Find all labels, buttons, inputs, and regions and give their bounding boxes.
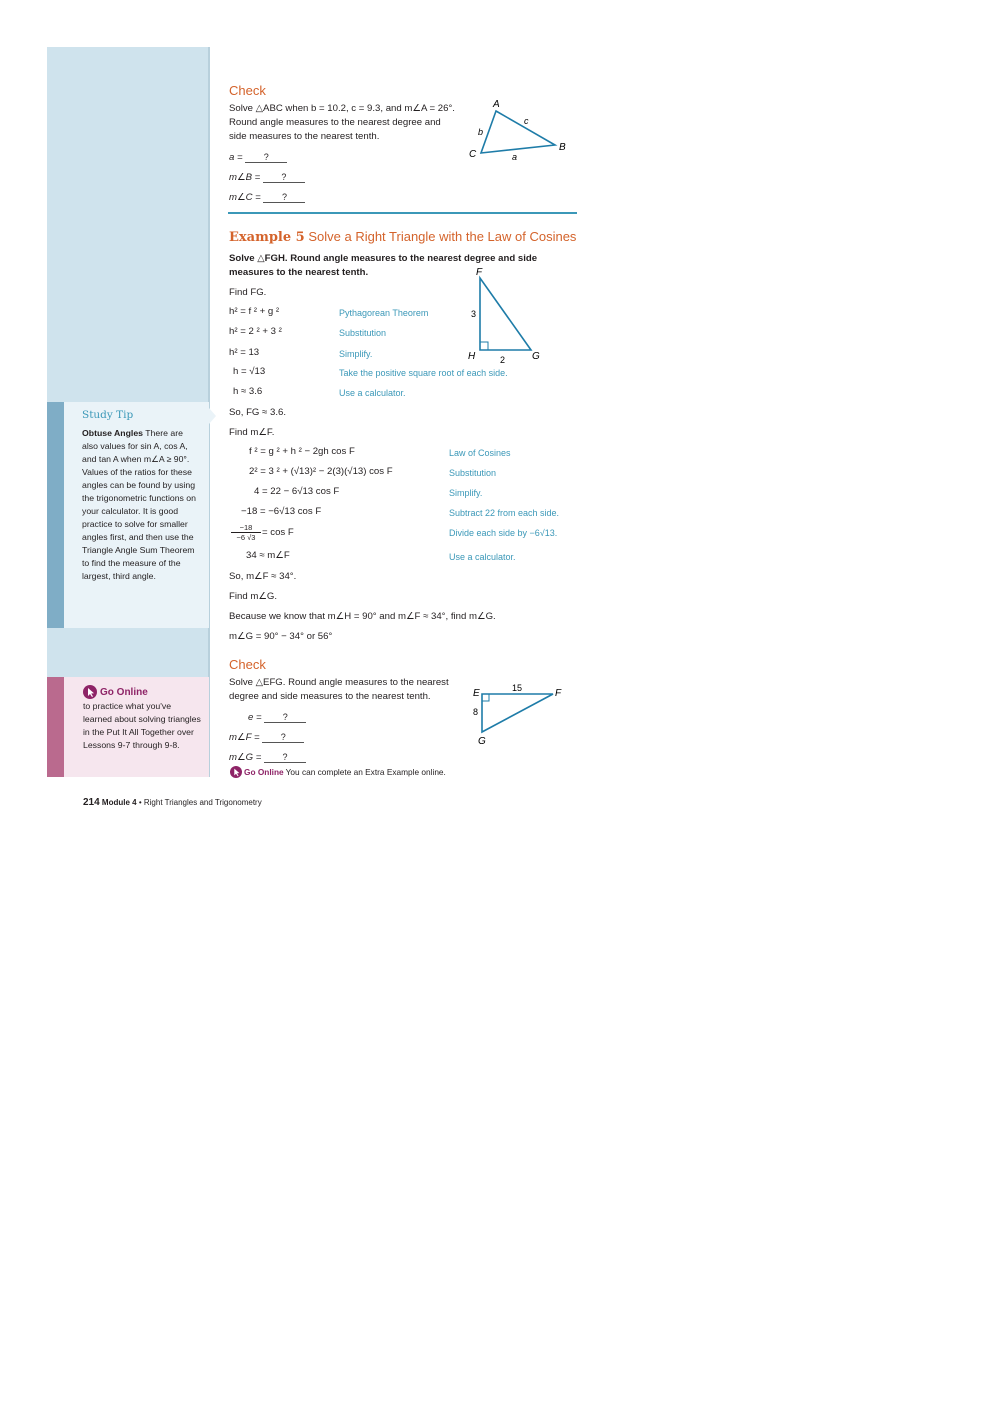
step-reason: Pythagorean Theorem bbox=[339, 308, 429, 318]
step-reason: Divide each side by −6√13. bbox=[449, 528, 558, 538]
check1-prompt-2: Round angle measures to the nearest degree and bbox=[229, 117, 441, 128]
so-angle-f: So, m∠F ≈ 34°. bbox=[229, 571, 297, 582]
triangle-efg-diagram bbox=[470, 680, 570, 750]
section-divider bbox=[228, 212, 577, 214]
study-tip-title: Study Tip bbox=[82, 409, 134, 421]
angle-g-result: m∠G = 90° − 34° or 56° bbox=[229, 631, 333, 642]
step-reason: Substitution bbox=[449, 468, 497, 478]
equation-step: 2² = 3 ² + (√13)² − 2(3)(√13) cos F bbox=[249, 466, 393, 477]
example-prompt-1: Solve △FGH. Round angle measures to the nearest degree and side bbox=[229, 253, 538, 264]
page-number: 214 bbox=[83, 797, 100, 808]
answer-label: e = bbox=[248, 712, 262, 723]
step-reason: Simplify. bbox=[339, 349, 373, 359]
answer-angle-c bbox=[229, 191, 305, 205]
module-label: Module 4 bbox=[101, 798, 137, 807]
equation-step: −18 = −6√13 cos F bbox=[241, 506, 322, 517]
check1-prompt-1: Solve △ABC when b = 10.2, c = 9.3, and m∠A = 26°. bbox=[229, 103, 455, 114]
go-online-link[interactable] bbox=[83, 685, 148, 699]
check2-prompt-1: Solve △EFG. Round angle measures to the nearest bbox=[229, 677, 449, 688]
vertex-g-label: G bbox=[532, 351, 540, 362]
fraction-denominator: −6 √3 bbox=[236, 533, 256, 542]
answer-label: m∠G = bbox=[229, 752, 262, 763]
equation-step: h² = 13 bbox=[229, 347, 260, 358]
answer-input[interactable]: ? bbox=[263, 173, 305, 183]
example-title: Solve a Right Triangle with the Law of Cosines bbox=[308, 229, 577, 244]
right-angle-marker bbox=[480, 342, 488, 350]
step-reason: Subtract 22 from each side. bbox=[449, 508, 560, 518]
go-online-title: Go Online bbox=[100, 686, 148, 698]
find-angle-g: Find m∠G. bbox=[229, 591, 278, 602]
vertex-c-label: C bbox=[469, 149, 477, 160]
answer-label: m∠F = bbox=[229, 732, 260, 743]
go-online-text: You can complete an Extra Example online. bbox=[285, 767, 446, 777]
answer-input[interactable]: ? bbox=[245, 153, 287, 163]
answer-input[interactable]: ? bbox=[264, 713, 306, 723]
extra-example-link[interactable] bbox=[230, 766, 446, 778]
side-hg-label: 2 bbox=[500, 355, 506, 365]
fraction-numerator: −18 bbox=[231, 523, 261, 533]
because-statement: Because we know that m∠H = 90° and m∠F ≈ 34°, find m∠G. bbox=[229, 611, 496, 622]
equation-step: h² = 2 ² + 3 ² bbox=[229, 326, 282, 337]
go-online-label: Go Online bbox=[244, 767, 284, 777]
vertex-h-label: H bbox=[468, 351, 476, 362]
step-reason: Substitution bbox=[339, 328, 387, 338]
find-fg: Find FG. bbox=[229, 287, 267, 298]
answer-label: a = bbox=[229, 152, 243, 163]
equation-step: h = √13 bbox=[233, 366, 266, 377]
triangle-fgh bbox=[480, 278, 531, 350]
go-online-bar bbox=[47, 677, 64, 777]
cursor-icon bbox=[83, 685, 97, 699]
step-reason: Take the positive square root of each side. bbox=[339, 368, 508, 378]
vertex-g-label: G bbox=[478, 736, 486, 747]
side-a-label: a bbox=[512, 152, 518, 162]
step-reason: Use a calculator. bbox=[339, 388, 406, 398]
go-online-body: to practice what you've learned about solving triangles in the Put It All Together over Lessons 9-7 through 9-8. bbox=[83, 701, 201, 750]
example-prompt-2: measures to the nearest tenth. bbox=[229, 267, 369, 278]
side-ef-label: 15 bbox=[512, 683, 523, 693]
so-fg: So, FG ≈ 3.6. bbox=[229, 407, 286, 418]
example-label: Example 5 bbox=[229, 230, 305, 245]
fraction bbox=[231, 523, 261, 542]
answer-input[interactable]: ? bbox=[263, 193, 305, 203]
equation-step: 4 = 22 − 6√13 cos F bbox=[254, 486, 340, 497]
answer-label: m∠B = bbox=[229, 172, 261, 183]
footer-separator: • bbox=[138, 798, 142, 807]
answer-angle-g bbox=[229, 751, 306, 765]
answer-input[interactable]: ? bbox=[262, 733, 304, 743]
study-tip-text: There are also values for sin A, cos A, and tan A when m∠A ≥ 90°. Values of the ratios for these angles can be found by using the trigonometric functions on your calculator. It is good practice to solve for smaller angles first, and then use the Triangle Angle Sum Theorem to find the measure of the largest, third angle. bbox=[82, 428, 196, 581]
equation-step: h² = f ² + g ² bbox=[229, 306, 280, 317]
right-angle-marker bbox=[482, 694, 489, 701]
study-tip-lead: Obtuse Angles bbox=[82, 428, 143, 438]
answer-input[interactable]: ? bbox=[264, 753, 306, 763]
check-heading: Check bbox=[229, 657, 266, 672]
equation-step: 34 ≈ m∠F bbox=[246, 550, 290, 561]
equation-step: = cos F bbox=[262, 527, 294, 538]
check-heading: Check bbox=[229, 83, 266, 98]
answer-a bbox=[229, 151, 287, 165]
triangle-abc-diagram bbox=[465, 95, 575, 165]
find-angle-f: Find m∠F. bbox=[229, 427, 275, 438]
step-reason: Use a calculator. bbox=[449, 552, 516, 562]
side-fh-label: 3 bbox=[471, 309, 477, 319]
vertex-f-label: F bbox=[555, 688, 562, 699]
answer-e bbox=[248, 711, 306, 725]
study-tip-body bbox=[82, 427, 200, 583]
step-reason: Simplify. bbox=[449, 488, 483, 498]
chapter-title: Right Triangles and Trigonometry bbox=[143, 798, 262, 807]
side-b-label: b bbox=[478, 127, 484, 137]
triangle-fgh-diagram bbox=[465, 264, 555, 369]
vertex-e-label: E bbox=[473, 688, 480, 699]
vertex-a-label: A bbox=[493, 99, 500, 110]
check2-prompt-2: degree and side measures to the nearest tenth. bbox=[229, 691, 431, 702]
vertex-b-label: B bbox=[559, 142, 566, 153]
cursor-icon bbox=[230, 766, 242, 778]
page-footer bbox=[83, 797, 262, 808]
example-heading bbox=[229, 229, 576, 245]
equation-step: f ² = g ² + h ² − 2gh cos F bbox=[249, 446, 355, 457]
step-reason: Law of Cosines bbox=[449, 448, 511, 458]
answer-angle-b bbox=[229, 171, 305, 185]
study-tip-pointer bbox=[209, 408, 216, 424]
answer-label: m∠C = bbox=[229, 192, 261, 203]
answer-angle-f bbox=[229, 731, 304, 745]
equation-step: h ≈ 3.6 bbox=[233, 386, 263, 397]
triangle-abc bbox=[481, 111, 555, 153]
triangle-efg bbox=[482, 694, 553, 732]
side-eg-label: 8 bbox=[473, 707, 479, 717]
side-c-label: c bbox=[524, 116, 529, 126]
study-tip-bar bbox=[47, 402, 64, 628]
check1-prompt-3: side measures to the nearest tenth. bbox=[229, 131, 380, 142]
vertex-f-label: F bbox=[476, 267, 483, 278]
